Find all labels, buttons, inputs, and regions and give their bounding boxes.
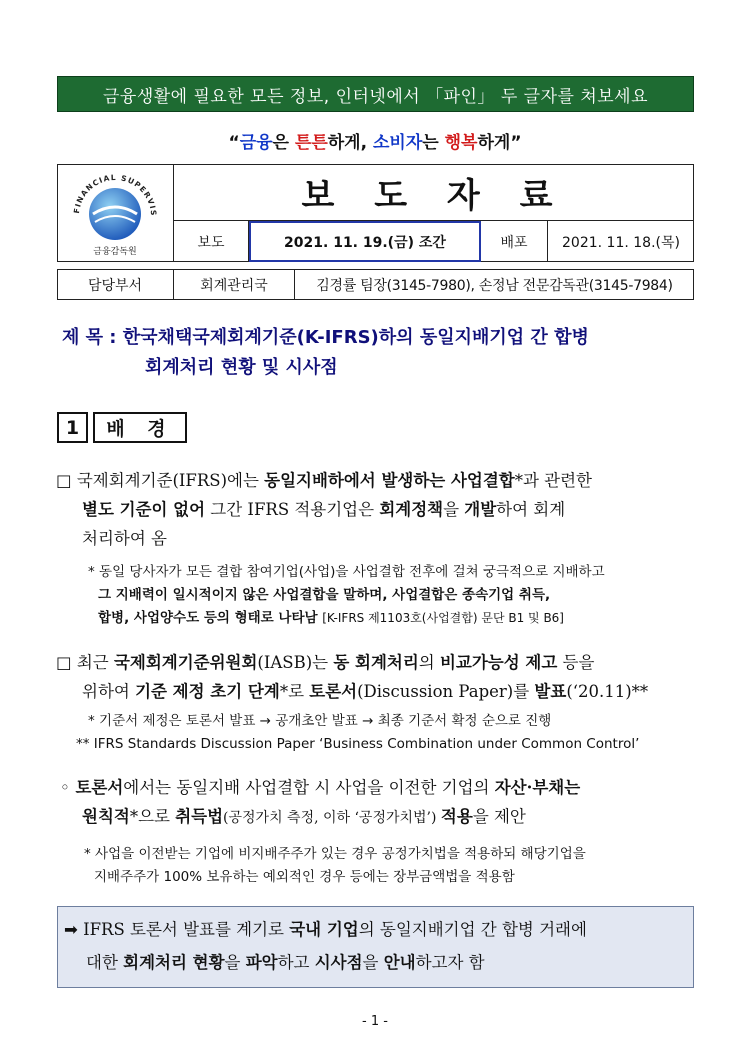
summary-callout-text: ➡ IFRS 토론서 발표를 계기로 국내 기업의 동일지배기업 간 합병 거래에 대한 회계처리 현황을 파악하고 시사점을 안내하고자 함 [64,920,587,972]
slogan: “금융은 튼튼하게, 소비자는 행복하게” [228,133,522,153]
distribution-date: 2021. 11. 18.(목) [562,234,680,251]
fss-emblem-icon [57,164,174,262]
subject-line-1: 제 목 : 한국채택국제회계기준(K-IFRS)하의 동일지배기업 간 합병 [62,327,589,348]
fss-logo [57,164,174,262]
report-date: 2021. 11. 19.(금) 조간 [249,221,481,262]
paragraph-acquisition-method: ◦ 토론서에서는 동일지배 사업결합 시 사업을 이전한 기업의 자산·부채는 원칙적*으로 취득법(공정가치 측정, 이하 ‘공정가치법’) 적용을 제안 [60,778,581,826]
section-title: 배 경 [93,412,187,443]
page-number: - 1 - [362,1014,388,1029]
paragraph-iasb-discussion: □ 최근 국제회계기준위원회(IASB)는 동 회계처리의 비교가능성 제고 등을 위하여 기준 제정 초기 단계*로 토론서(Discussion Paper)를 발표(‘20.11)** [56,653,649,701]
department-label: 담당부서 [57,269,174,300]
distribution-label: 배포 [481,221,548,262]
report-label: 보도 [174,221,249,262]
subject-line-2: 회계처리 현황 및 시사점 [145,357,338,378]
paragraph-ifrs-background: □ 국제회계기준(IFRS)에는 동일지배하에서 발생하는 사업결합*과 관련한 별도 기준이 없어 그간 IFRS 적용기업은 회계정책을 개발하여 회계 처리하여 옴 [56,471,593,548]
footnote-common-control: * 동일 당사자가 모든 결합 참여기업(사업)을 사업결합 전후에 걸쳐 궁극적으로 지배하고 그 지배력이 일시적이지 않은 사업결합을 말하며, 사업결합은 종속기업 취득, 합병, 사업양수도 등의 형태로 나타남 [K-IFRS 제1103호(사업결합) 문단 B1 및 B6] [88,564,605,626]
svg-text:금융감독원: 금융감독원 [93,247,137,257]
info-banner: 금융생활에 필요한 모든 정보, 인터넷에서 「파인」 두 글자를 쳐보세요 [57,76,694,112]
department-contacts: 김경률 팀장(3145-7980), 손정남 전문감독관(3145-7984) [316,277,673,294]
department-name: 회계관리국 [174,269,295,300]
arrow-right-icon: ➡ [64,920,78,939]
footnote-fair-value: * 사업을 이전받는 기업에 비지배주주가 있는 경우 공정가치법을 적용하되 해당기업을 지배주주가 100% 보유하는 예외적인 경우 등에는 장부금액법을 적용함 [84,846,586,885]
section-number: 1 [57,412,88,443]
press-release-title: 보 도 자 료 [174,164,694,221]
footnote-discussion-paper: * 기준서 제정은 토론서 발표 → 공개초안 발표 → 최종 기준서 확정 순으로 진행 ** IFRS Standards Discussion Paper ‘Business Combination under Common Control’ [76,713,640,752]
svg-text:FINANCIAL SUPERVISORY SERVICE: FINANCIAL SUPERVIS [72,172,159,217]
